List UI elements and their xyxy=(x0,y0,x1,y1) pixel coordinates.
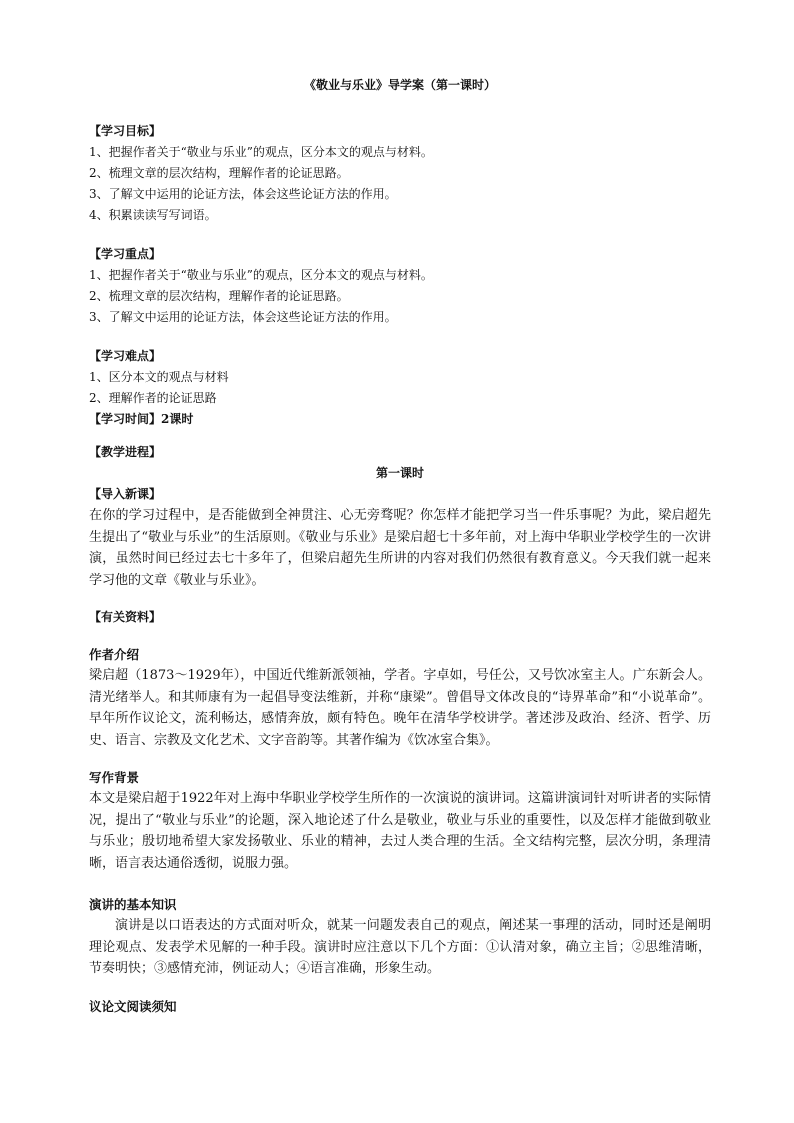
intro-text: 在你的学习过程中，是否能做到全神贯注、心无旁骛呢？你怎样才能把学习当一件乐事呢？为此，梁启超先生提出了“敬业与乐业”的生活原则。《敬业与乐业》是梁启超七十多年前，对上海中华职业学校学生的一次讲演，虽然时间已经过去七十多年了，但梁启超先生所讲的内容对我们仍然很有教育意义。今天我们就一起来学习他的文章《敬业与乐业》。 xyxy=(89,508,711,588)
key-point-item: 3、了解文中运用的论证方法，体会这些论证方法的作用。 xyxy=(89,310,397,324)
background-text: 本文是梁启超于1922年对上海中华职业学校学生所作的一次演说的演讲词。这篇讲演词针对听讲者的实际情况，提出了“敬业与乐业”的论题，深入地论述了什么是敬业，敬业与乐业的重要性，以及怎样才能做到敬业与乐业；殷切地希望大家发扬敬业、乐业的精神，去过人类合理的生活。全文结构完整，层次分明，条理清晰，语言表达通俗透彻，说服力强。 xyxy=(89,791,711,871)
objective-item: 3、了解文中运用的论证方法，体会这些论证方法的作用。 xyxy=(89,187,397,201)
speech-section xyxy=(89,894,711,980)
lesson-heading: 第一课时 xyxy=(375,466,424,480)
document-title: 《敬业与乐业》导学案（第一课时） xyxy=(303,78,496,92)
author-section xyxy=(89,644,711,751)
author-text: 梁启超（1873～1929年），中国近代维新派领袖，学者。字卓如，号任公，又号饮冰室主人。广东新会人。清光绪举人。和其师康有为一起倡导变法维新，并称“康梁”。曾倡导文体改良的“诗界革命”和“小说革命”。早年所作议论文，流利畅达，感情奔放，颇有特色。晚年在清华学校讲学。著述涉及政治、经济、哲学、历史、语言、宗教及文化艺术、文字音韵等。其著作编为《饮冰室合集》。 xyxy=(89,668,711,748)
key-point-item: 2、梳理文章的层次结构，理解作者的论证思路。 xyxy=(89,289,349,303)
difficulty-item: 1、区分本文的观点与材料 xyxy=(89,370,229,384)
argument-heading: 议论文阅读须知 xyxy=(89,998,177,1014)
objective-item: 2、梳理文章的层次结构，理解作者的论证思路。 xyxy=(89,166,349,180)
document-page xyxy=(89,76,711,1017)
speech-text: 演讲是以口语表达的方式面对听众，就某一问题发表自己的观点，阐述某一事理的活动，同时还是阐明理论观点、发表学术见解的一种手段。演讲时应注意以下几个方面：①认清对象，确立主旨；②思维清晰，节奏明快；③感情充沛，例证动人；④语言准确，形象生动。 xyxy=(89,918,711,976)
background-section xyxy=(89,767,711,874)
speech-heading: 演讲的基本知识 xyxy=(89,897,177,912)
author-heading: 作者介绍 xyxy=(89,647,140,662)
materials-heading: 【有关资料】 xyxy=(89,610,162,624)
difficulties-section xyxy=(89,346,711,430)
difficulty-item: 2、理解作者的论证思路 xyxy=(89,391,217,405)
objective-item: 4、积累读读写写词语。 xyxy=(89,208,217,222)
process-heading: 【教学进程】 xyxy=(89,445,162,459)
key-point-item: 1、把握作者关于“敬业与乐业”的观点，区分本文的观点与材料。 xyxy=(89,268,433,282)
study-time: 【学习时间】2课时 xyxy=(89,412,194,426)
difficulties-heading: 【学习难点】 xyxy=(89,349,162,363)
key-points-section xyxy=(89,244,711,328)
background-heading: 写作背景 xyxy=(89,770,140,785)
objectives-heading: 【学习目标】 xyxy=(89,124,162,138)
key-points-heading: 【学习重点】 xyxy=(89,247,162,261)
intro-heading: 【导入新课】 xyxy=(89,487,162,501)
intro-section xyxy=(89,484,711,591)
objectives-section xyxy=(89,121,711,226)
objective-item: 1、把握作者关于“敬业与乐业”的观点，区分本文的观点与材料。 xyxy=(89,145,433,159)
